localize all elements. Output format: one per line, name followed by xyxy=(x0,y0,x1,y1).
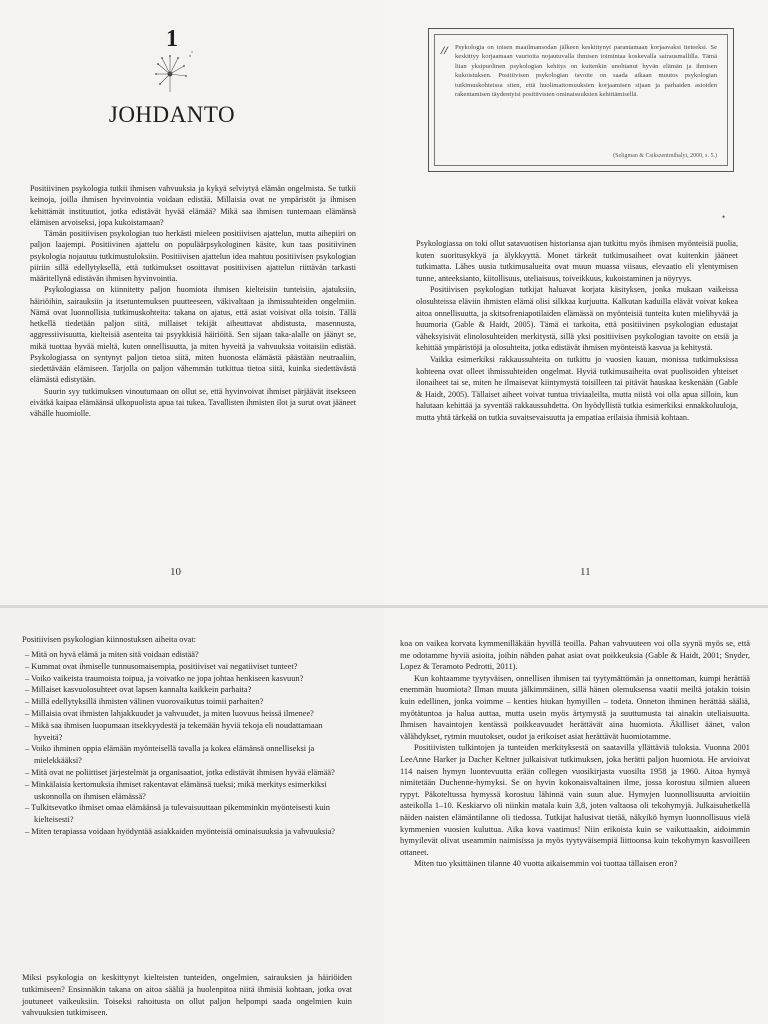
list-intro: Positiivisen psykologian kiinnostuksen aiheita ovat: xyxy=(22,635,197,644)
paragraph: Miten tuo yksittäinen tilanne 40 vuotta aikaisemmin voi tuottaa tällaisen eron? xyxy=(414,859,678,869)
page-10 xyxy=(0,0,384,605)
page-number: 10 xyxy=(170,566,181,578)
list-item: – Voiko ihminen oppia elämään myönteisellä tavalla ja kokea elämänsä onnelliseksi ja mielekkääksi? xyxy=(25,744,315,766)
page-number: 11 xyxy=(580,566,591,578)
paragraph: Positiivisten tulkintojen ja tunteiden merkityksestä on saatavilla yllättäviä tuloksia. Vuonna 2001 LeeAnne Harker ja Dacher Keltner julkaisivat tutkimuksen, joka herätti paljon huomiota. He arvioivat 114 naisen hymyn luontevuutta erään collegen vuosikirjasta vuosilta 1958 ja 1960. Aitoa hymyä nimitetään Duchenne-hymyksi. Se on hyvin kokonaisvaltainen ilme, jossa korostuu silmien alueen rypyt. Päkoteltussa hymyssä korostuu lähinnä vain suun alue. Hymyjen luonnollisuutta arvioitiin asteikolla 1–10. Keskiarvo oli niinkin matala kuin 3,8, joten valtaosa oli tekohymyjä. Julkaisuhetkellä näiden naisten elämäntilanne oli tiedossa. Tutkijat halusivat tietää, näkyikö hymyn luonnollisuus vielä kymmenien vuosien kuluttua. Aika kova vaatimus! Niin erikoista kuin se vaikuttaakin, aidoimmin hymyilevät olivat useammin naimisissa ja myös tyytyväisempiä liittoonsa kuin tekohymyn kasvoilleen ottaneet. xyxy=(400,743,750,857)
page-13 xyxy=(384,608,768,1024)
paragraph: Miksi psykologia on keskittynyt kielteisten tunteiden, ongelmien, sairauksien ja häiriöiden tutkimiseen? Ensinnäkin takana on aitoa sääliä ja huolenpitoa niitä ihmisiä kohtaan, jotka ovat joutuneet vaikeuksiin. Toiseksi rahoitusta on ollut paljon helpompi saada ongelmien kuin vahvuuksien tutkimiseen. xyxy=(22,973,352,1018)
body-text xyxy=(400,638,750,870)
paragraph: Psykologiassa on toki ollut satavuotisen historiansa ajan tutkittu myös ihmisen myönteisiä puolia, kuten suoritusykkyä ja älykkyyttä. Monet tärkeät tutkimusaiheet ovat kuitenkin jääneet tutkimatta. Lähes uusia tutkimusalueita ovat muun muassa viisaus, elevaatio eli ylentymisen tunne, anteeksianto, kiitollisuus, uteliaisuus, toiveikkuus, kukoistaminen ja nöyryys. xyxy=(416,239,738,283)
quote-text: Psykologia on toisen maailmansodan jälkeen keskittynyt parantamaan korjaavaksi tieteeksi. Se keskittyy korjaamaan vaurioita nojautuvalla ihmisen toimintaa koskevalla sairausmallilla. Tämä liian yksipuolinen psykologian kehitys on kuitenkin unohtanut hyvän elämän ja ihmisen kukoistuksen. Positiivisen psykologian tavoite on saada aikaan muutos psykologian tutkimuskohteissa siten, että huolimattomuuksien korjaamisen sijaan ja parhaiden asioiden rakentamisen täydentyisi positiivisten ominaisuuksien kehittämisellä. xyxy=(455,44,717,99)
paragraph: Positiivisen psykologian tutkijat haluavat korjata käsityksen, jonka mukaan vaikeissa olosuhteissa eläviin ihmisten elämä olisi silkkaa kurjuutta. Kalkutan kaduilla elävät voivat kokea aitoa onnellisuutta, ja skitsofreniapotilaiden elämässä on myönteisiä tunteita kuten mielihyvää ja huumoria (Gable & Haidt, 2005). Tämä ei tarkoita, että positiivinen psykologian edustajat väheksyisivät elinolosuhteiden merkitystä, sillä yksi positiivisen psykologian tavoite on etsiä ja kehittää ympäristöjä ja olosuhteita, jotka edistävät ihmisen myönteistä kasvua ja kehitystä. xyxy=(416,285,738,353)
list-item: – Tulkitsevatko ihmiset omaa elämäänsä ja tulevaisuuttaan pikemminkin myönteisesti kuin kielteisesti? xyxy=(25,803,330,825)
list-item: – Miten terapiassa voidaan hyödyntää asiakkaiden myönteisiä ominaisuuksia ja vahvuuksia? xyxy=(25,826,336,836)
topic-list xyxy=(22,649,342,838)
body-text xyxy=(30,183,356,419)
paragraph: Tämän positiivisen psykologian tuo herkästi mieleen positiivisen ajattelun, mutta aihepiiri on paljon laajempi. Positiivinen ajattelu on populäärpsykologinen käsite, kun taas positiivinen psykologia nojautuu tutkimustuloksiin. Positiivisen ajattelun idea mahtuu positiivisen psykologian piiriin sillä edellytyksellä, että tutkimukset osoittavat positiivisen ajattelun riittävän tarkasti määritellynä edistävän ihmisen hyvinvointia. xyxy=(30,229,356,283)
paragraph: Vaikka esimerkiksi rakkaussuhteita on tutkittu jo vuosien kauan, monissa tutkimuksissa kohteena ovat olleet ihmissuhteiden ongelmat. Hyviä tutkimusaiheita ovat puolisoiden yhteiset ilonaiheet tai se, miten he ilmaisevat kiintymystä toisilleen tai pitävät hauskaa keskenään (Gable & Haidt, 2005). Tällaiset aiheet voivat tuntua triviaaleilta, mutta niistä voi olla apua silloin, kun halutaan kehittää ja syventää rakkaussuhdetta. On hyödyllistä tutkia esimerkiksi ennakkoluuloja, mutta yhtä tärkeää on tutkia suvaitsevaisuutta ja empatiaa erilaisia ihmisiä kohtaan. xyxy=(416,354,738,422)
quote-box xyxy=(428,28,734,172)
body-text xyxy=(416,238,738,424)
paragraph: Psykologiassa on kiinnitetty paljon huomiota ihmisen kielteisiin tunteisiin, ajatuksiin, häiriöihin, sairauksiin ja itsetuntemuksen puutteeseen, väkivaltaan ja ihmissuhteiden ongelmiin. Nämä ovat luonnollisia tutkimuskohteita: takana on ajatus, että asiat voisivat olla toisin. Tällä hetkellä tiedetään paljon siitä, millaiset tekijät aiheuttavat ahdistusta, masennusta, aggressiivisuutta, kielteisiä asenteita tai psyykkisiä häiriöitä. Sen sijaan taka-alalle on jäänyt se, mikä tuottaa hyvää mieltä, kuten onnellisuutta, ja miten hyveitä ja vahvuuksia voitaisiin edistää. Psykologiassa on syntynyt paljon tietoa siitä, miten huonosta elämästä päästään neutraaliin, siedettävään elämiseen. Tarjolla on paljon vähemmän tutkittua tietoa siitä, kuinka siedettävästä elämästä edistytään. xyxy=(30,285,356,385)
list-item: – Kummat ovat ihmiselle tunnusomaisempia, positiiviset vai negatiiviset tunteet? xyxy=(25,661,298,671)
list-item: – Millä edellytyksillä ihmisten välinen vuorovaikutus toimii parhaiten? xyxy=(25,697,264,707)
mark-icon: • xyxy=(722,212,726,222)
list-item: – Voiko vaikeista traumoista toipua, ja voivatko ne jopa johtaa henkiseen kasvuun? xyxy=(25,673,304,683)
dandelion-icon xyxy=(146,48,196,98)
list-item: – Mikä saa ihmisen luopumaan itsekkyydestä ja tekemään hyviä tekoja eli noudattamaan hyveitä? xyxy=(25,720,323,742)
quote-mark-icon: // xyxy=(441,43,448,57)
paragraph: Suurin syy tutkimuksen vinoutumaan on ollut se, että hyvinvoivat ihmiset pärjäävät itsekseen eivätkä kaipaa elämäänsä ulkopuolista apua tai tukea. Tavallisten ihmisten ilot ja surut ovat jääneet vähälle huomiolle. xyxy=(30,386,356,418)
paragraph: koa on vaikea korvata kymmenilläkään hyvillä teoilla. Pahan vahvuuteen voi olla syynä myös se, että me odotamme hyviä asioita, joihin nähden pahat asiat ovat poikkeuksia (Gable & Haidt, 2001; Snyder, Lopez & Teramoto Pedrotti, 2011). xyxy=(400,639,750,672)
paragraph: Positiivinen psykologia tutkii ihmisen vahvuuksia ja kykyä selviytyä elämän ongelmista. Se tutkii keinoja, joilla ihmisen hyvinvointia voidaan edistää. Millaisia ovat ne ympäristöt ja ihmisen kehittämät instituutiot, jotka edistävät hyvää elämää? Mikä saa ihmisen tuntemaan elämänsä elämisen arvoiseksi, jopa kukoistamaan? xyxy=(30,184,356,227)
page-11 xyxy=(384,0,768,605)
list-item: – Mitä on hyvä elämä ja miten sitä voidaan edistää? xyxy=(25,650,199,659)
quote-citation: (Seligman & Csikszentmihalyi, 2000, s. 5.) xyxy=(613,153,717,159)
chapter-number: 1 xyxy=(166,26,178,52)
chapter-title: JOHDANTO xyxy=(108,102,236,127)
paragraph: Kun kohtaamme tyytyväisen, onnellisen ihmisen tai tyytymättömän ja onnettoman, kumpi herättää enemmän huomiota? Ilman muuta jälkimmäinen, sillä hänen olemuksensa vaatii meiltä jotakin toisin kuin edellinen, jonka voimme – kenties hiukan hymyillen – todeta. Onneton ihminen herättää sääliä, myötätuntoa ja halua auttaa, mutta usein myös ärtymystä ja suuttumusta tai ainakin uteliaisuutta. Ihmisen havaintojen kentässä poikkeavuudet herättävät aina huomiota. Äkilliset äänet, valon välähdykset, rytmin muutokset, oudot ja erikoiset asiat herättävät huomiotamme. xyxy=(400,673,750,741)
list-item: – Millaiset kasvuolosuhteet ovat lapsen kannalta kaikkein parhaita? xyxy=(25,685,252,695)
list-item: – Minkälaisia kertomuksia ihmiset rakentavat elämänsä tueksi; mikä merkitys esimerkiksi uskonnolla on ihmisen elämässä? xyxy=(25,779,327,801)
page-12 xyxy=(0,608,384,1024)
list-item: – Millaisia ovat ihmisten lahjakkuudet ja vahvuudet, ja miten luovuus heissä ilmenee? xyxy=(25,708,314,718)
list-item: – Mitä ovat ne poliittiset järjestelmät ja organisaatiot, jotka edistävät ihmisen hyvää elämää? xyxy=(25,767,335,777)
